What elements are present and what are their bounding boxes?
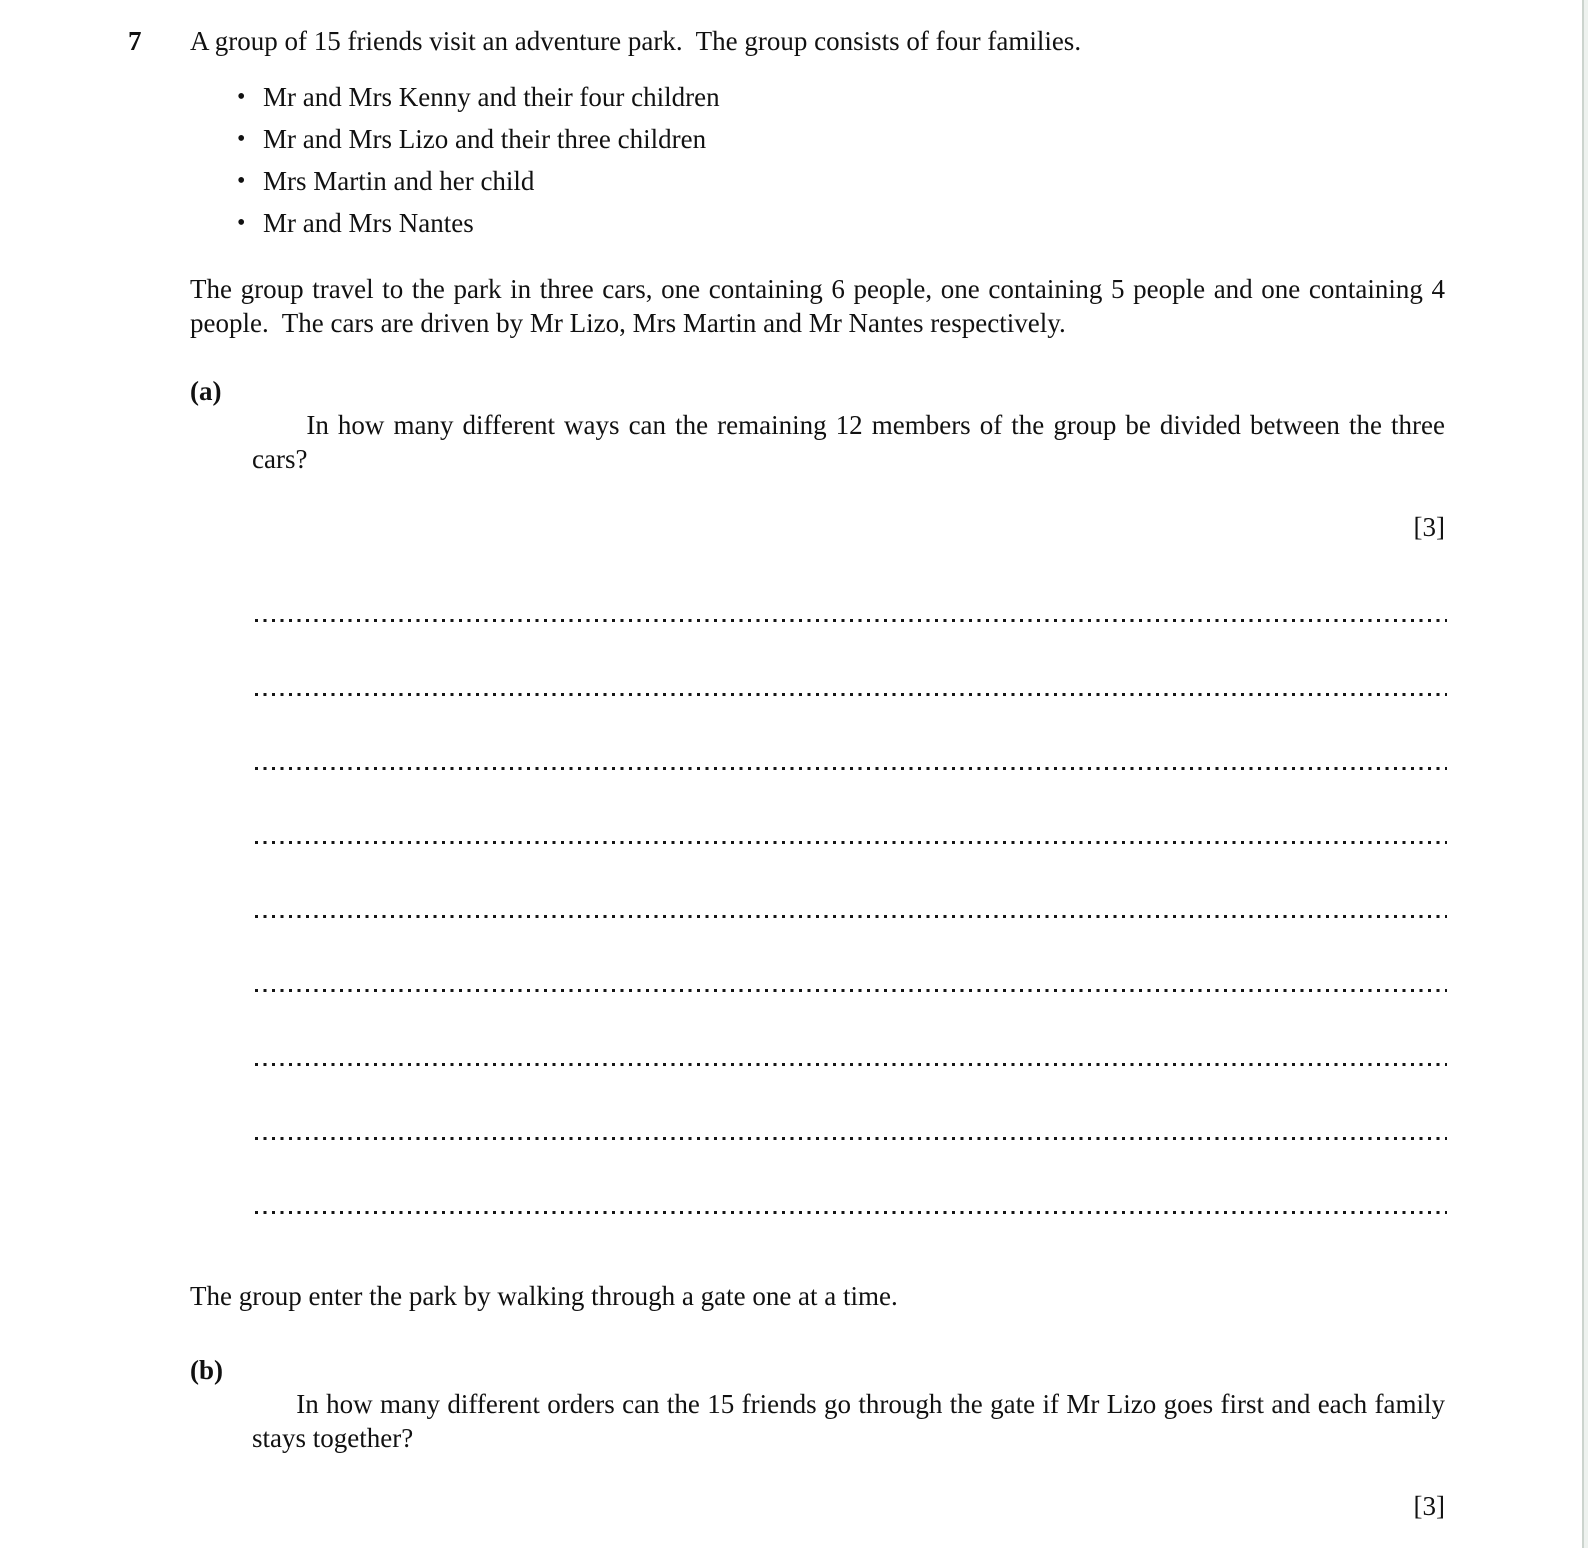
part-a-question <box>252 374 1452 544</box>
part-a-label: (a) <box>190 376 222 406</box>
part-b-label: (b) <box>190 1355 223 1385</box>
question-number: 7 <box>128 26 142 56</box>
answer-line <box>255 1063 1447 1066</box>
part-a-marks: [3] <box>1413 512 1445 542</box>
part-a <box>0 374 1582 544</box>
bullet-text: Mr and Mrs Nantes <box>263 208 474 238</box>
bullet-text: Mr and Mrs Lizo and their three children <box>263 124 707 154</box>
bullet-icon: • <box>237 84 246 110</box>
answer-line <box>255 841 1447 844</box>
question-header <box>0 24 1582 58</box>
bullet-icon: • <box>237 210 246 236</box>
bullet-text: Mr and Mrs Kenny and their four children <box>263 82 720 112</box>
answer-line <box>255 915 1447 918</box>
answer-line <box>255 767 1447 770</box>
part-b-marks: [3] <box>1413 1491 1445 1521</box>
family-bullet-list <box>0 76 1582 244</box>
list-item <box>237 118 1582 160</box>
answer-line <box>255 989 1447 992</box>
answer-line <box>255 619 1447 622</box>
part-b-question <box>252 1353 1452 1523</box>
list-item <box>237 76 1582 118</box>
answer-line <box>255 1211 1447 1214</box>
list-item <box>237 160 1582 202</box>
bullet-icon: • <box>237 126 246 152</box>
answer-line <box>255 1137 1447 1140</box>
part-b-text: In how many different orders can the 15 friends go through the gate if Mr Lizo goes first and each family stays together? <box>252 1389 1452 1453</box>
question-intro: A group of 15 friends visit an adventure park. The group consists of four families. <box>190 26 1082 56</box>
part-a-answer-lines <box>0 619 1582 1214</box>
part-b <box>0 1353 1582 1523</box>
travel-paragraph: The group travel to the park in three cars, one containing 6 people, one containing 5 people and one containing 4 people. The cars are driven by Mr Lizo, Mrs Martin and Mr Nantes respectively. <box>190 274 1452 338</box>
answer-line <box>255 693 1447 696</box>
bullet-text: Mrs Martin and her child <box>263 166 535 196</box>
gate-paragraph: The group enter the park by walking through a gate one at a time. <box>190 1281 898 1311</box>
list-item <box>237 202 1582 244</box>
part-a-text: In how many different ways can the remaining 12 members of the group be divided between the three cars? <box>252 410 1452 474</box>
bullet-icon: • <box>237 168 246 194</box>
